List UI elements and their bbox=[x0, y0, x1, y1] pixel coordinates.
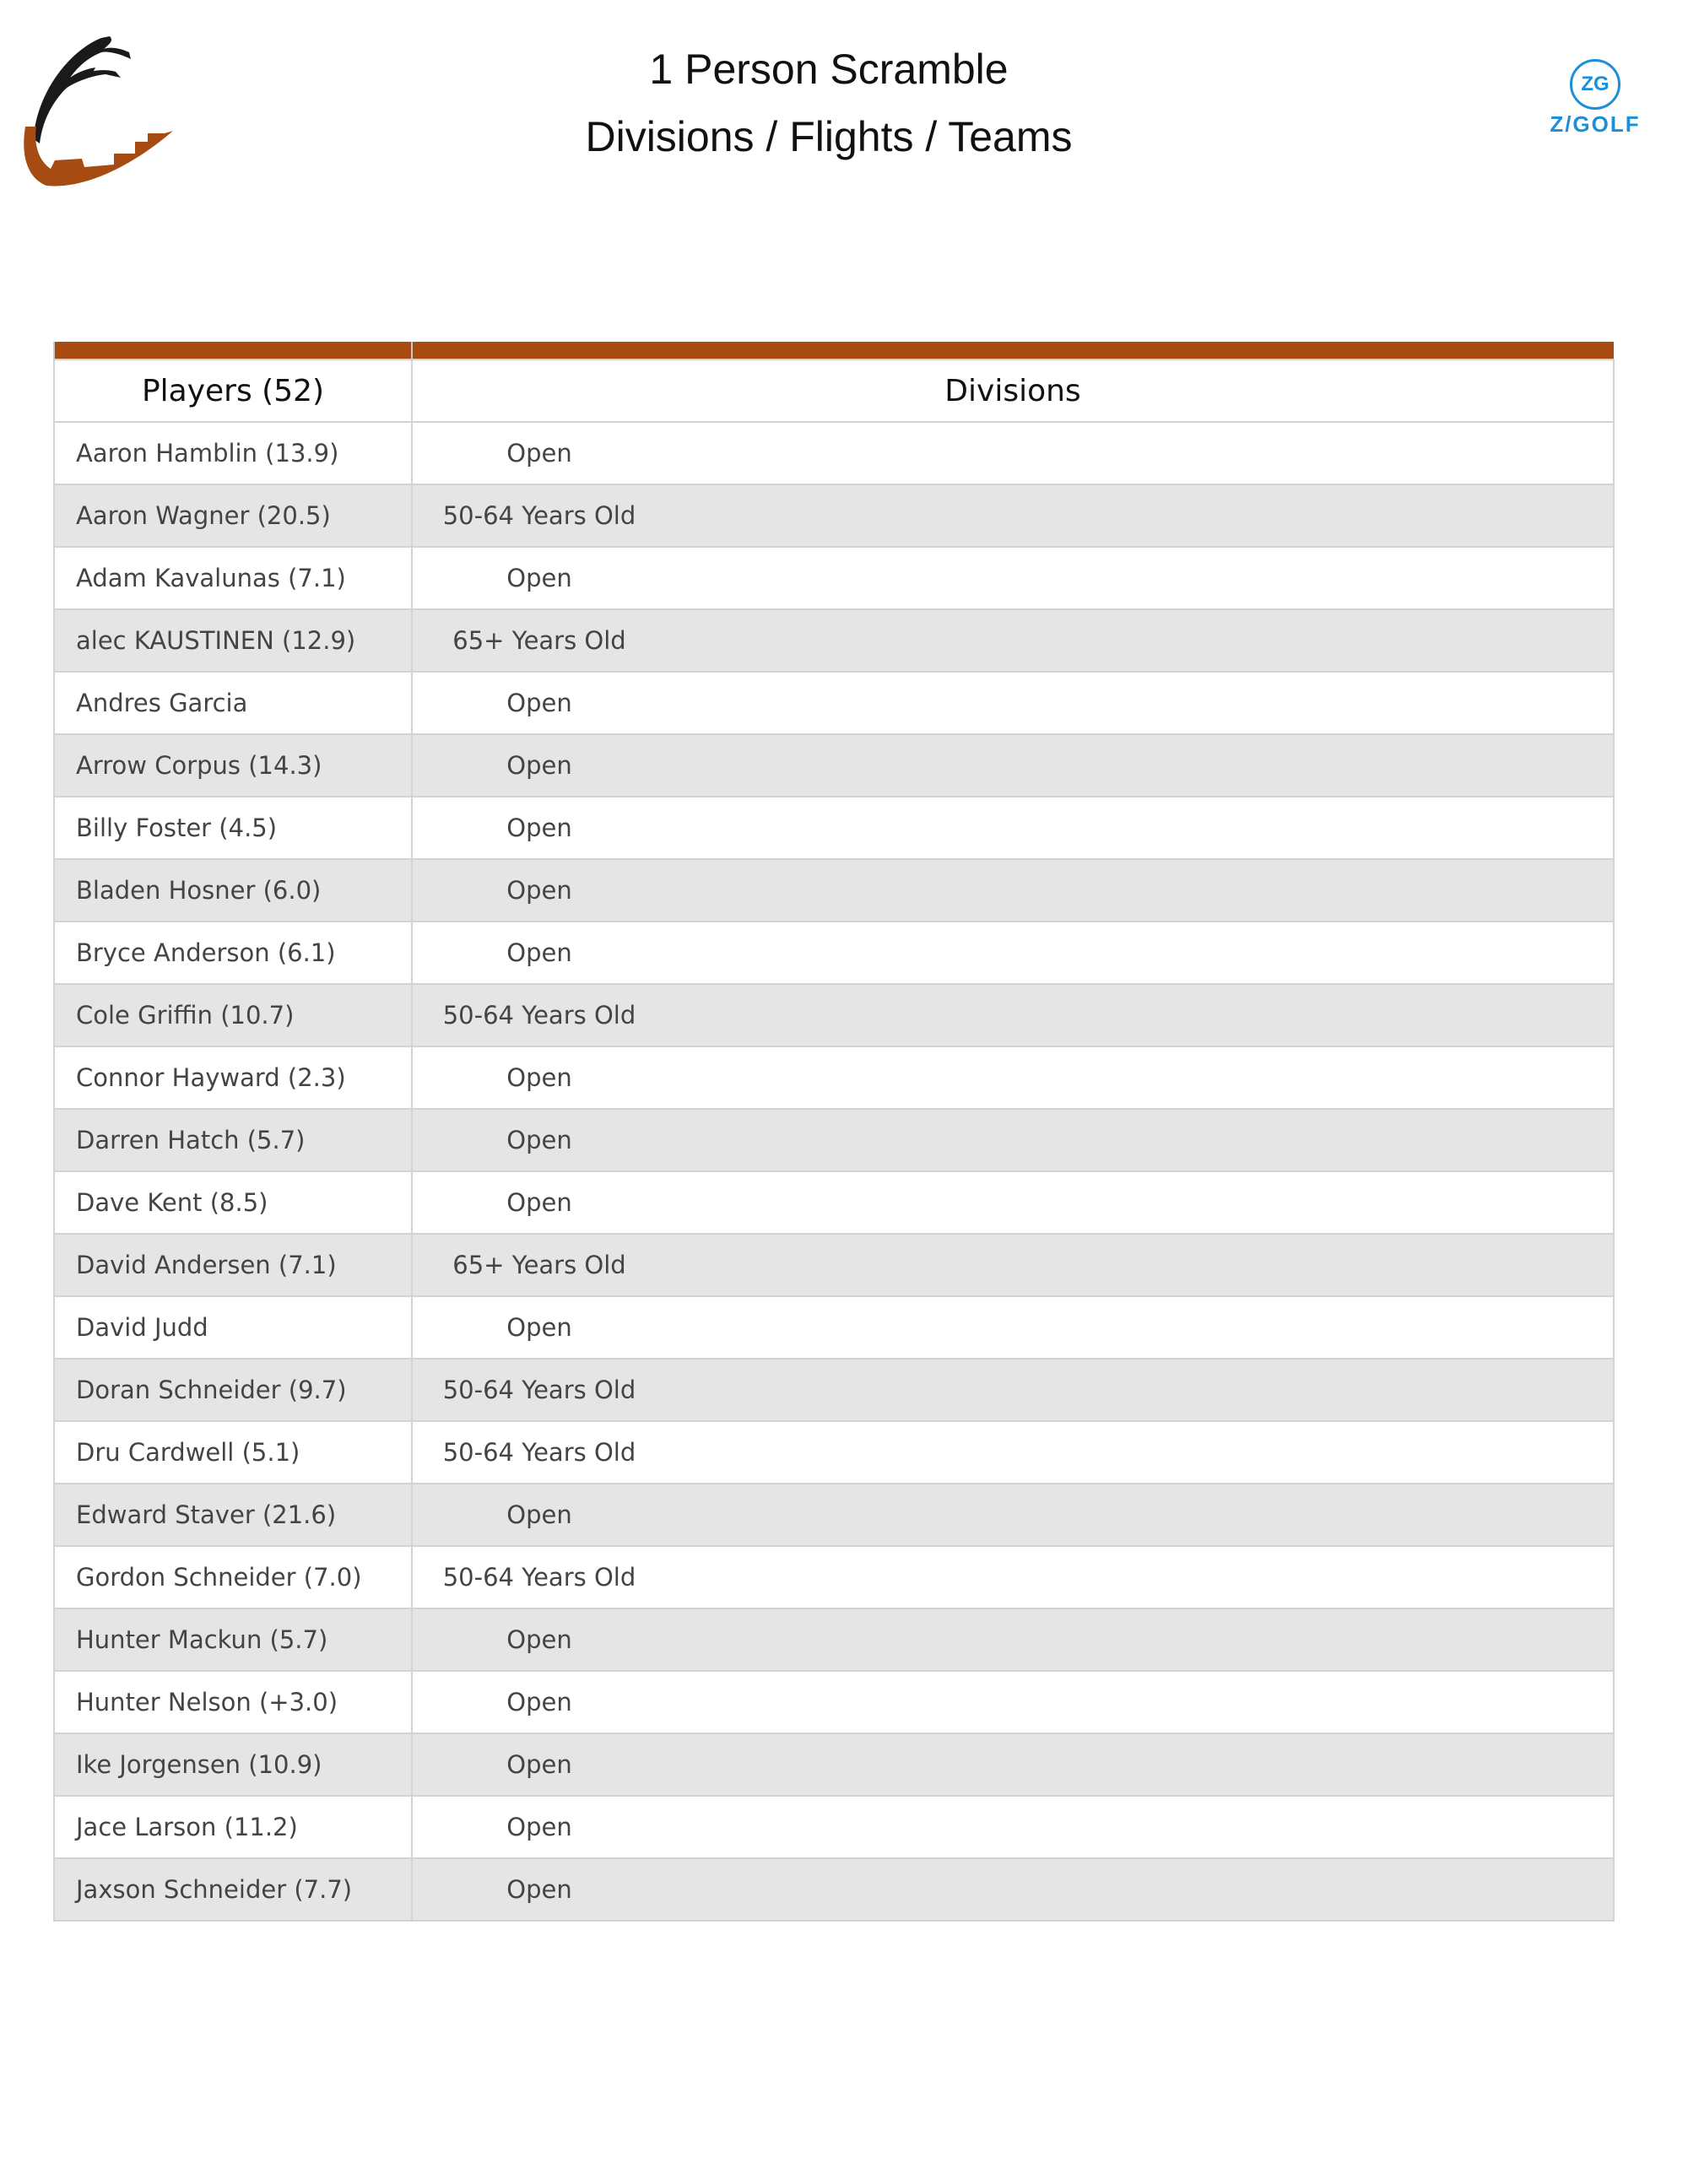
player-name: Arrow Corpus (14.3) bbox=[54, 734, 412, 797]
player-name: alec KAUSTINEN (12.9) bbox=[54, 609, 412, 672]
table-row bbox=[54, 1234, 1614, 1296]
table-row bbox=[54, 1546, 1614, 1608]
table-row bbox=[54, 672, 1614, 734]
player-name: Aaron Hamblin (13.9) bbox=[54, 422, 412, 484]
division-value: Open bbox=[506, 1188, 572, 1217]
table-row bbox=[54, 859, 1614, 922]
division-value: Open bbox=[506, 1126, 572, 1154]
division-cell bbox=[412, 547, 1614, 609]
table-row bbox=[54, 984, 1614, 1046]
table-row bbox=[54, 1858, 1614, 1921]
division-value: Open bbox=[506, 814, 572, 842]
division-value: Open bbox=[506, 1688, 572, 1716]
table-row bbox=[54, 1171, 1614, 1234]
division-value: Open bbox=[506, 1500, 572, 1529]
player-name: Billy Foster (4.5) bbox=[54, 797, 412, 859]
division-value: 50-64 Years Old bbox=[442, 1563, 636, 1592]
division-cell bbox=[412, 922, 1614, 984]
player-name: Jaxson Schneider (7.7) bbox=[54, 1858, 412, 1921]
table-row bbox=[54, 1296, 1614, 1359]
table-row bbox=[54, 484, 1614, 547]
division-cell bbox=[412, 609, 1614, 672]
title-line-2: Divisions / Flights / Teams bbox=[585, 113, 1073, 160]
table-row bbox=[54, 1671, 1614, 1733]
table-header-row bbox=[54, 359, 1614, 422]
player-name: Dave Kent (8.5) bbox=[54, 1171, 412, 1234]
table-row bbox=[54, 1359, 1614, 1421]
division-cell bbox=[412, 1046, 1614, 1109]
division-value: 50-64 Years Old bbox=[442, 1438, 636, 1467]
page-title bbox=[0, 35, 1658, 170]
table-row bbox=[54, 1046, 1614, 1109]
division-cell bbox=[412, 1608, 1614, 1671]
division-cell bbox=[412, 1796, 1614, 1858]
division-value: Open bbox=[506, 564, 572, 592]
player-name: Edward Staver (21.6) bbox=[54, 1484, 412, 1546]
division-value: Open bbox=[506, 1875, 572, 1904]
table-row bbox=[54, 734, 1614, 797]
division-cell bbox=[412, 859, 1614, 922]
division-value: Open bbox=[506, 1313, 572, 1342]
divisions-table bbox=[53, 342, 1615, 1922]
table-accent-bar bbox=[54, 342, 1614, 359]
division-value: 65+ Years Old bbox=[452, 626, 626, 655]
table-row bbox=[54, 1608, 1614, 1671]
player-name: Darren Hatch (5.7) bbox=[54, 1109, 412, 1171]
table-row bbox=[54, 609, 1614, 672]
player-name: Bladen Hosner (6.0) bbox=[54, 859, 412, 922]
division-value: Open bbox=[506, 1063, 572, 1092]
player-name: Jace Larson (11.2) bbox=[54, 1796, 412, 1858]
zgolf-logo bbox=[1545, 59, 1646, 135]
player-name: Andres Garcia bbox=[54, 672, 412, 734]
division-cell bbox=[412, 672, 1614, 734]
division-cell bbox=[412, 422, 1614, 484]
division-cell bbox=[412, 984, 1614, 1046]
division-cell bbox=[412, 1359, 1614, 1421]
division-cell bbox=[412, 1234, 1614, 1296]
zg-mark-icon: ZG bbox=[1570, 59, 1620, 110]
player-name: Bryce Anderson (6.1) bbox=[54, 922, 412, 984]
division-value: 50-64 Years Old bbox=[442, 1001, 636, 1030]
player-name: Cole Griffin (10.7) bbox=[54, 984, 412, 1046]
players-header: Players (52) bbox=[54, 359, 412, 422]
player-name: Gordon Schneider (7.0) bbox=[54, 1546, 412, 1608]
table-row bbox=[54, 422, 1614, 484]
table-row bbox=[54, 547, 1614, 609]
table-row bbox=[54, 1109, 1614, 1171]
table-row bbox=[54, 1796, 1614, 1858]
table-row bbox=[54, 1484, 1614, 1546]
division-value: Open bbox=[506, 938, 572, 967]
player-name: David Judd bbox=[54, 1296, 412, 1359]
division-value: Open bbox=[506, 1813, 572, 1841]
division-value: Open bbox=[506, 1625, 572, 1654]
division-cell bbox=[412, 1546, 1614, 1608]
division-cell bbox=[412, 1484, 1614, 1546]
division-value: Open bbox=[506, 439, 572, 468]
division-value: Open bbox=[506, 1750, 572, 1779]
table-row bbox=[54, 1733, 1614, 1796]
division-cell bbox=[412, 1421, 1614, 1484]
zgolf-text: Z/GOLF bbox=[1550, 111, 1641, 137]
player-name: Dru Cardwell (5.1) bbox=[54, 1421, 412, 1484]
player-name: Doran Schneider (9.7) bbox=[54, 1359, 412, 1421]
player-name: Ike Jorgensen (10.9) bbox=[54, 1733, 412, 1796]
division-cell bbox=[412, 1109, 1614, 1171]
title-line-1: 1 Person Scramble bbox=[649, 46, 1009, 93]
division-cell bbox=[412, 1171, 1614, 1234]
division-value: Open bbox=[506, 876, 572, 905]
division-cell bbox=[412, 797, 1614, 859]
division-value: Open bbox=[506, 751, 572, 780]
division-cell bbox=[412, 1296, 1614, 1359]
division-cell bbox=[412, 484, 1614, 547]
player-name: Connor Hayward (2.3) bbox=[54, 1046, 412, 1109]
division-value: Open bbox=[506, 689, 572, 717]
table-row bbox=[54, 1421, 1614, 1484]
player-name: David Andersen (7.1) bbox=[54, 1234, 412, 1296]
division-cell bbox=[412, 734, 1614, 797]
table-row bbox=[54, 922, 1614, 984]
divisions-header: Divisions bbox=[412, 359, 1614, 422]
player-name: Hunter Nelson (+3.0) bbox=[54, 1671, 412, 1733]
division-value: 50-64 Years Old bbox=[442, 501, 636, 530]
division-cell bbox=[412, 1671, 1614, 1733]
division-cell bbox=[412, 1858, 1614, 1921]
division-cell bbox=[412, 1733, 1614, 1796]
table-row bbox=[54, 797, 1614, 859]
player-name: Aaron Wagner (20.5) bbox=[54, 484, 412, 547]
player-name: Hunter Mackun (5.7) bbox=[54, 1608, 412, 1671]
division-value: 65+ Years Old bbox=[452, 1251, 626, 1279]
player-name: Adam Kavalunas (7.1) bbox=[54, 547, 412, 609]
division-value: 50-64 Years Old bbox=[442, 1376, 636, 1404]
